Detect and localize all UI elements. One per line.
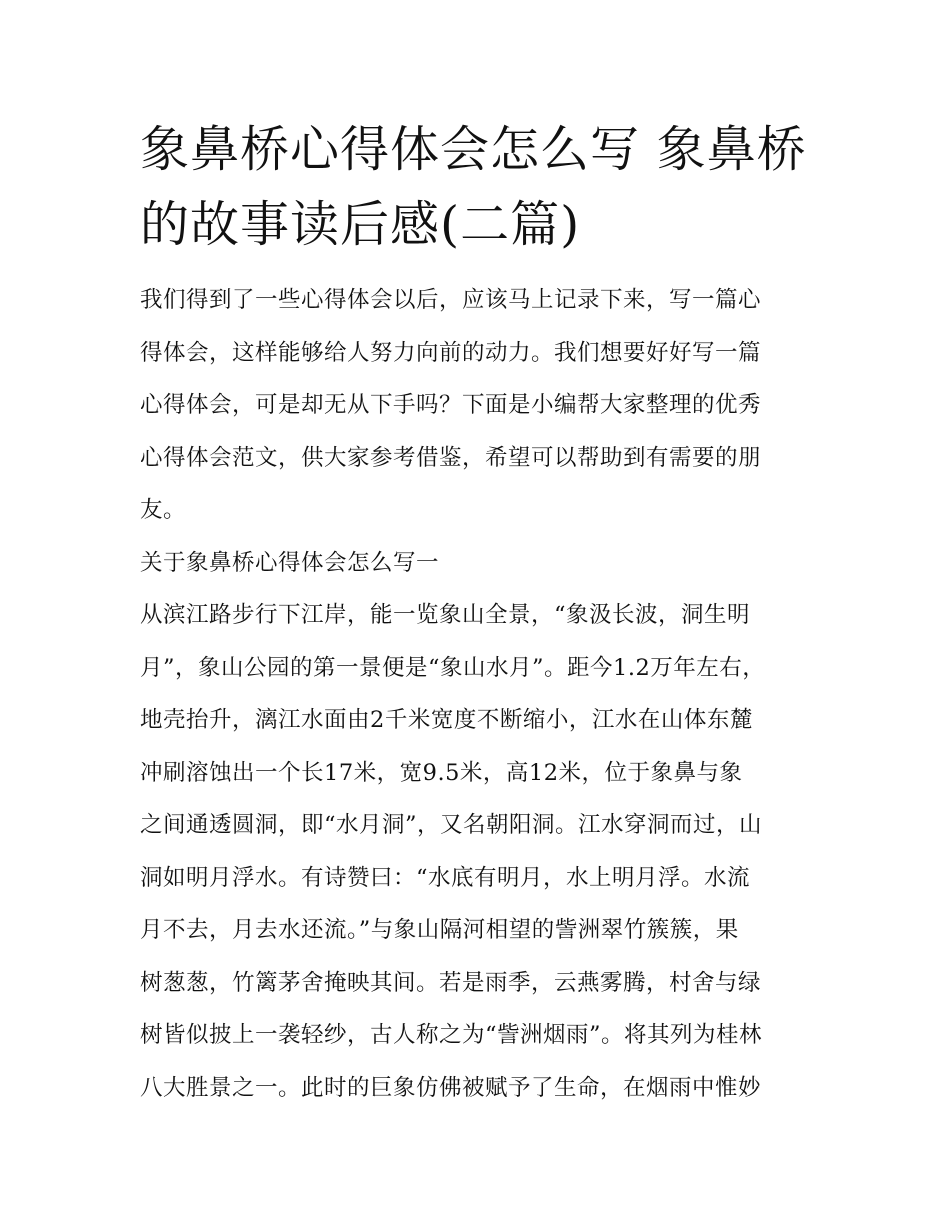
body-line: 树葱葱，竹篱茅舍掩映其间。若是雨季，云燕雾腾，村舍与绿 (140, 969, 762, 996)
body-line: 洞如明月浮水。有诗赞曰：“水底有明月，水上明月浮。水流 (140, 864, 751, 891)
intro-line: 我们得到了一些心得体会以后，应该马上记录下来，写一篇心 (140, 287, 762, 313)
title-spacer (140, 262, 812, 274)
body-line: 八大胜景之一。此时的巨象仿佛被赋予了生命，在烟雨中惟妙 (140, 1074, 762, 1101)
intro-line: 心得体会，可是却无从下手吗？下面是小编帮大家整理的优秀 (140, 392, 762, 418)
title-line: 的故事读后感(二篇) (140, 196, 581, 253)
document-title (140, 112, 812, 262)
document-body (140, 274, 812, 1114)
body-line: 从滨江路步行下江岸，能一览象山全景，“象汲长波，洞生明 (140, 602, 751, 628)
body-line: 地壳抬升，漓江水面由2千米宽度不断缩小，江水在山体东麓 (140, 707, 753, 733)
body-line: 树皆似披上一袭轻纱，古人称之为“訾洲烟雨”。将其列为桂林 (140, 1022, 763, 1048)
section-heading: 关于象鼻桥心得体会怎么写一 (140, 549, 440, 576)
body-line: 之间通透圆洞，即“水月洞”，又名朝阳洞。江水穿洞而过，山 (140, 812, 763, 838)
title-line: 象鼻桥心得体会怎么写 象鼻桥 (140, 121, 807, 178)
document-content (140, 112, 812, 1114)
intro-line: 友。 (140, 497, 187, 523)
body-line: 月不去，月去水还流。”与象山隔河相望的訾洲翠竹簇簇，果 (140, 917, 739, 943)
body-line: 月”，象山公园的第一景便是“象山水月”。距今1.2万年左右， (140, 654, 766, 681)
intro-line: 心得体会范文，供大家参考借鉴，希望可以帮助到有需要的朋 (140, 444, 762, 471)
body-line: 冲刷溶蚀出一个长17米，宽9.5米，高12米，位于象鼻与象 (140, 759, 743, 786)
intro-line: 得体会，这样能够给人努力向前的动力。我们想要好好写一篇 (140, 339, 762, 366)
